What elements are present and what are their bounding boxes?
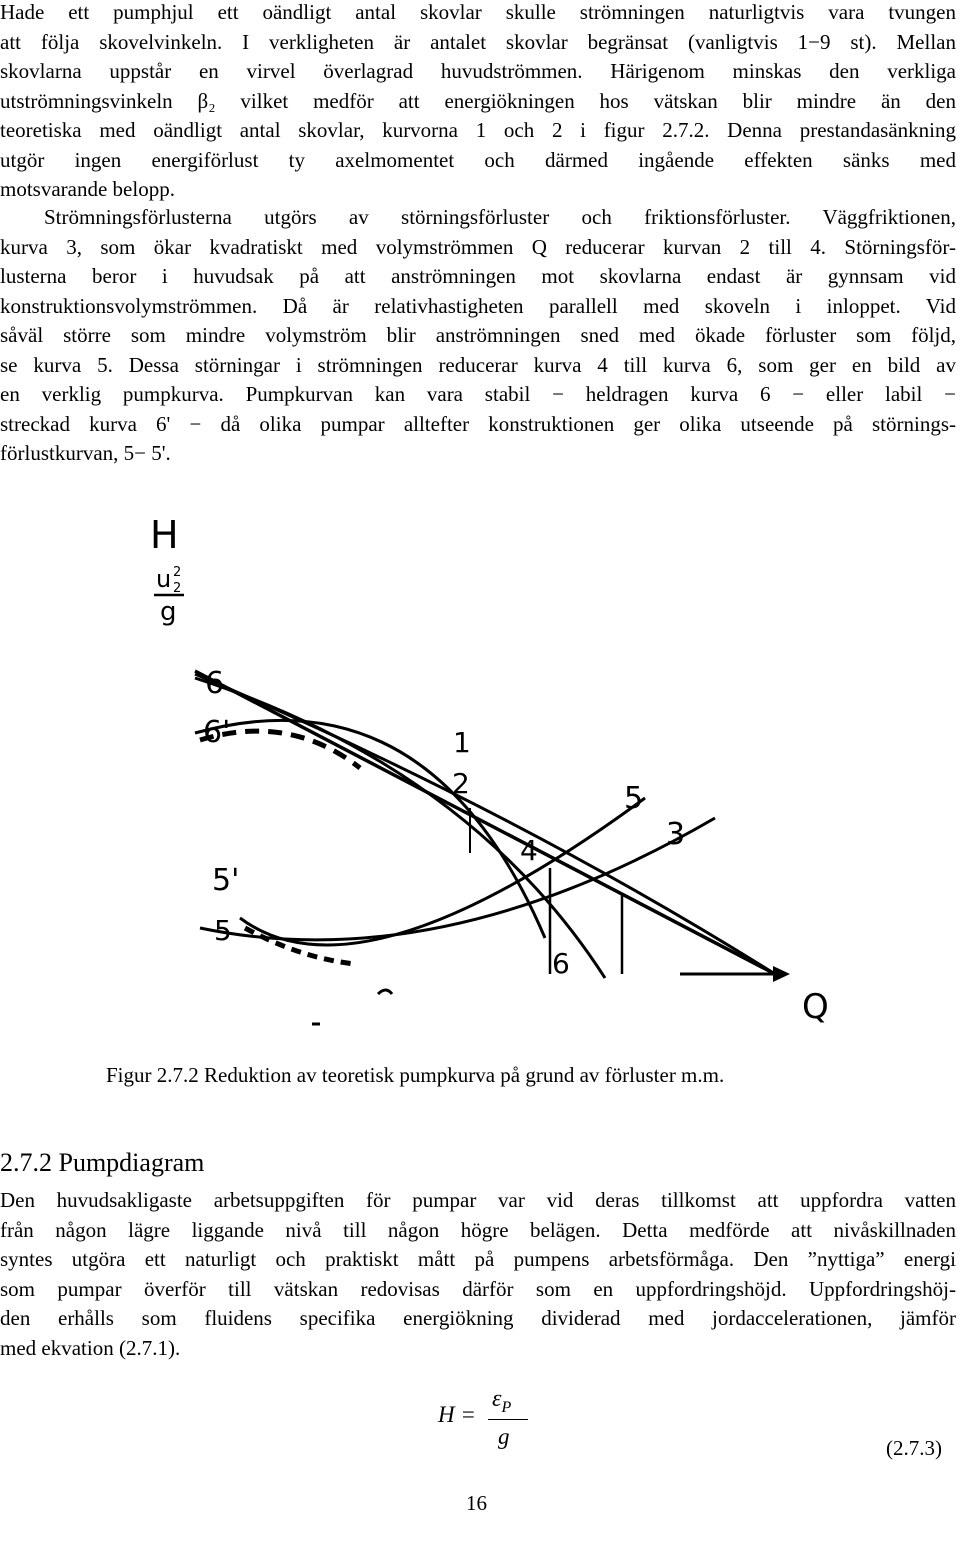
text-line: från någon lägre liggande nivå till någon högre belägen. Detta medförde att nivåskillnaden [0,1217,956,1242]
axis-y-sub-subscript: 2 [173,581,182,596]
curve-label-6: 6 [205,666,225,701]
curve-label-4: 4 [520,834,538,867]
paragraph-2 [0,203,956,469]
text-line: teoretiska med oändligt antal skovlar, kurvorna 1 och 2 i figur 2.7.2. Denna prestandasänkning [0,118,956,142]
text-line: en verklig pumpkurva. Pumpkurvan kan vara stabil − heldragen kurva 6 − eller labil − [0,382,956,406]
equation [438,1388,528,1468]
section-heading: 2.7.2 Pumpdiagram [0,1148,205,1177]
text-line: förlustkurvan, 5− 5'. [0,441,171,465]
text-line: Den huvudsakligaste arbetsuppgiften för pumpar var vid deras tillkomst att uppfordra vatten [0,1188,956,1212]
text-line: se kurva 5. Dessa störningar i strömningen reducerar kurva 4 till kurva 6, som ger en bild av [0,352,956,377]
curve-label-6-lower: 6 [552,947,570,980]
curve-label-5-lower: 5 [214,914,232,947]
text-line: skovlarna uppstår en virvel överlagrad huvudströmmen. Härigenom minskas den verkliga [0,59,956,83]
text-line: Strömningsförlusterna utgörs av störningsförluster och friktionsförluster. Väggfriktionen, [44,205,956,229]
baseline-mark [378,990,392,994]
equation-denominator: g [498,1424,510,1449]
text-line: konstruktionsvolymströmmen. Då är relativhastigheten parallell med skoveln i inloppet. Vid [0,293,956,318]
text-line: lusterna beror i huvudsak på att anströmningen mot skovlarna endast är gynnsam vid [0,264,956,288]
text-line: med ekvation (2.7.1). [0,1335,181,1360]
figure-caption: Figur 2.7.2 Reduktion av teoretisk pumpkurva på grund av förluster m.m. [106,1063,725,1087]
paragraph-1 [0,0,956,205]
pump-curve-diagram [140,508,860,1038]
axis-y-sub-denominator: g [160,597,177,627]
curve-label-2: 2 [452,767,470,800]
fraction-bar [488,1419,528,1420]
curve-label-5: 5 [624,781,644,816]
curve-label-1: 1 [453,726,471,759]
pump-curve-figure [140,508,860,1038]
text-line: utgör ingen energiförlust ty axelmomentet och därmed ingående effekten sänks med [0,147,956,172]
page-number: 16 [466,1491,487,1515]
axis-x-label: Q [802,987,829,1027]
text-line: motsvarande belopp. [0,177,175,201]
curve-5 [240,798,645,945]
equation-numerator-symbol: ε [492,1386,502,1412]
axis-y-sub-superscript: 2 [173,565,182,580]
text-line: streckad kurva 6' − då olika pumpar alltefter konstruktionen ger olika utseende på störnings- [0,411,956,436]
text-line: kurva 3, som ökar kvadratiskt med volymströmmen Q reducerar kurvan 2 till 4. Störningsför- [0,234,956,259]
equation-lhs: H = [438,1402,476,1427]
curve-label-3: 3 [666,817,686,852]
curve-1 [195,671,775,974]
text-line: syntes utgöra ett naturligt och praktiskt mått på pumpens arbetsförmåga. Den ”nyttiga” energi [0,1247,956,1271]
equation-numerator-subscript: P [501,1398,512,1416]
curve-3 [200,818,715,940]
axis-y-sub-numerator: u [156,565,172,593]
text-line: utströmningsvinkeln β₂ vilket medför att energiökningen hos vätskan blir mindre än den [0,88,956,113]
curve-label-6-prime: 6' [203,715,231,750]
axis-y-label: H [150,513,179,557]
text-line: den erhålls som fluidens specifika energiökning dividerad med jordaccelerationen, jämför [0,1306,956,1330]
text-line: Hade ett pumphjul ett oändligt antal skovlar skulle strömningen naturligtvis vara tvungen [0,0,956,24]
paragraph-3 [0,1186,956,1363]
curve-label-5-prime: 5' [212,863,240,898]
x-axis-arrow [773,966,790,982]
text-line: såväl större som mindre volymström blir anströmningen sned med ökade förluster som följd, [0,323,956,347]
equation-number: (2.7.3) [886,1436,942,1460]
text-line: som pumpar överför till vätskan redovisas därför som en uppfordringshöjd. Uppfordringshöj- [0,1276,956,1301]
text-line: att följa skovelvinkeln. I verkligheten är antalet skovlar begränsat (vanligtvis 1−9 st). Mellan [0,29,956,54]
equation-numerator [492,1386,511,1417]
